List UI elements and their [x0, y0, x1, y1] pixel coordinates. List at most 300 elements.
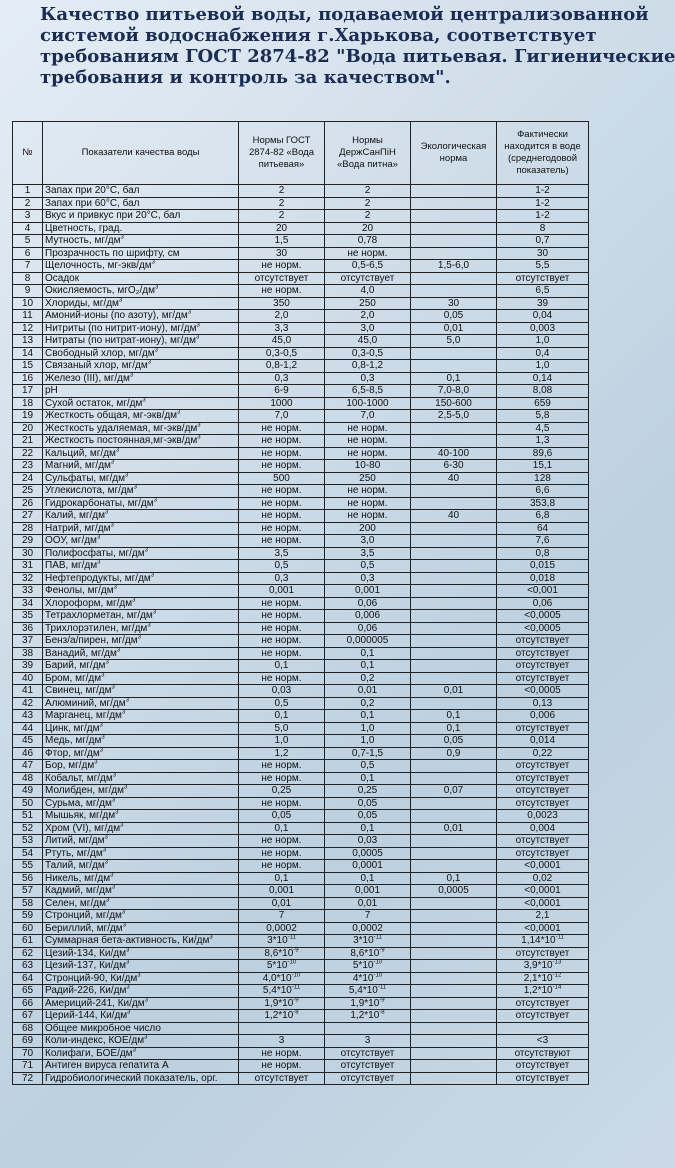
- dsanpin-norm: не норм.: [325, 510, 411, 523]
- row-number: 42: [13, 697, 43, 710]
- actual-value: отсутствуют: [497, 1047, 589, 1060]
- dsanpin-norm: 0,1: [325, 660, 411, 673]
- actual-value: 0,06: [497, 597, 589, 610]
- actual-value: 353,8: [497, 497, 589, 510]
- row-number: 66: [13, 997, 43, 1010]
- dsanpin-norm: $3*10^{-11}$: [325, 935, 411, 948]
- dsanpin-norm: не норм.: [325, 422, 411, 435]
- gost-norm: 0,03: [239, 685, 325, 698]
- eco-norm: 0,01: [411, 685, 497, 698]
- gost-norm: не норм.: [239, 260, 325, 273]
- eco-norm: 0,01: [411, 822, 497, 835]
- eco-norm: [411, 485, 497, 498]
- eco-norm: [411, 247, 497, 260]
- row-number: 18: [13, 397, 43, 410]
- dsanpin-norm: 0,01: [325, 685, 411, 698]
- actual-value: $3,9*10^{-13}$: [497, 960, 589, 973]
- table-row: [13, 560, 589, 573]
- table-row: [13, 210, 589, 223]
- indicator-name: pH: [43, 385, 239, 398]
- eco-norm: 0,05: [411, 735, 497, 748]
- dsanpin-norm: 2: [325, 210, 411, 223]
- gost-norm: не норм.: [239, 672, 325, 685]
- gost-norm: 30: [239, 247, 325, 260]
- table-row: [13, 385, 589, 398]
- gost-norm: 0,8-1,2: [239, 360, 325, 373]
- row-number: 5: [13, 235, 43, 248]
- table-row: [13, 760, 589, 773]
- eco-norm: [411, 597, 497, 610]
- eco-norm: [411, 960, 497, 973]
- table-row: [13, 372, 589, 385]
- row-number: 26: [13, 497, 43, 510]
- eco-norm: 0,9: [411, 747, 497, 760]
- eco-norm: [411, 222, 497, 235]
- eco-norm: [411, 810, 497, 823]
- indicator-name: Хлороформ, $мг/дм^3$: [43, 597, 239, 610]
- table-row: [13, 647, 589, 660]
- dsanpin-norm: 0,8-1,2: [325, 360, 411, 373]
- dsanpin-norm: 4,0: [325, 285, 411, 298]
- table-row: [13, 785, 589, 798]
- gost-norm: не норм.: [239, 610, 325, 623]
- actual-value: отсутствует: [497, 272, 589, 285]
- row-number: 13: [13, 335, 43, 348]
- indicator-name: Фтор, $мг/дм^3$: [43, 747, 239, 760]
- indicator-name: Кадмий, $мг/дм^3$: [43, 885, 239, 898]
- dsanpin-norm: 0,0002: [325, 922, 411, 935]
- title-line: системой водоснабжения г.Харькова, соответствует: [40, 25, 597, 46]
- eco-norm: [411, 347, 497, 360]
- gost-norm: не норм.: [239, 772, 325, 785]
- row-number: 30: [13, 547, 43, 560]
- eco-norm: 0,1: [411, 872, 497, 885]
- indicator-name: Америций-241, $Ки/дм^3$: [43, 997, 239, 1010]
- gost-norm: не норм.: [239, 860, 325, 873]
- row-number: 14: [13, 347, 43, 360]
- eco-norm: [411, 797, 497, 810]
- row-number: 56: [13, 872, 43, 885]
- indicator-name: Антиген вируса гепатита А: [43, 1060, 239, 1073]
- actual-value: 128: [497, 472, 589, 485]
- row-number: 43: [13, 710, 43, 723]
- gost-norm: 0,3-0,5: [239, 347, 325, 360]
- table-row: [13, 422, 589, 435]
- header-indicator: Показатели качества воды: [43, 122, 239, 185]
- gost-norm: не норм.: [239, 647, 325, 660]
- eco-norm: 30: [411, 297, 497, 310]
- indicator-name: Бор, $мг/дм^3$: [43, 760, 239, 773]
- eco-norm: 2,5-5,0: [411, 410, 497, 423]
- row-number: 71: [13, 1060, 43, 1073]
- row-number: 58: [13, 897, 43, 910]
- table-row: [13, 635, 589, 648]
- actual-value: 39: [497, 297, 589, 310]
- row-number: 61: [13, 935, 43, 948]
- row-number: 35: [13, 610, 43, 623]
- gost-norm: не норм.: [239, 522, 325, 535]
- indicator-name: Радий-226, $Ки/дм^3$: [43, 985, 239, 998]
- row-number: 62: [13, 947, 43, 960]
- actual-value: отсутствует: [497, 760, 589, 773]
- dsanpin-norm: 0,1: [325, 822, 411, 835]
- dsanpin-norm: [325, 1022, 411, 1035]
- row-number: 52: [13, 822, 43, 835]
- gost-norm: 0,1: [239, 710, 325, 723]
- table-row: [13, 897, 589, 910]
- indicator-name: Трихлорэтилен, $мг/дм^3$: [43, 622, 239, 635]
- actual-value: 6,8: [497, 510, 589, 523]
- gost-norm: не норм.: [239, 760, 325, 773]
- actual-value: 0,04: [497, 310, 589, 323]
- gost-norm: не норм.: [239, 497, 325, 510]
- gost-norm: не норм.: [239, 635, 325, 648]
- dsanpin-norm: 0,3: [325, 572, 411, 585]
- indicator-name: Цезий-137, $Ки/дм^3$: [43, 960, 239, 973]
- row-number: 34: [13, 597, 43, 610]
- gost-norm: 0,001: [239, 585, 325, 598]
- actual-value: 0,02: [497, 872, 589, 885]
- indicator-name: Суммарная бета-активность, $Ки/дм^3$: [43, 935, 239, 948]
- actual-value: 0,13: [497, 697, 589, 710]
- dsanpin-norm: 45,0: [325, 335, 411, 348]
- dsanpin-norm: 0,06: [325, 622, 411, 635]
- actual-value: $1,14*10^{-11}$: [497, 935, 589, 948]
- dsanpin-norm: 2,0: [325, 310, 411, 323]
- eco-norm: [411, 635, 497, 648]
- actual-value: <0,0005: [497, 685, 589, 698]
- actual-value: 89,6: [497, 447, 589, 460]
- dsanpin-norm: 0,78: [325, 235, 411, 248]
- row-number: 17: [13, 385, 43, 398]
- dsanpin-norm: отсутствует: [325, 1047, 411, 1060]
- eco-norm: [411, 972, 497, 985]
- actual-value: 0,018: [497, 572, 589, 585]
- dsanpin-norm: 3,0: [325, 535, 411, 548]
- eco-norm: [411, 560, 497, 573]
- dsanpin-norm: 0,000005: [325, 635, 411, 648]
- actual-value: 1-2: [497, 185, 589, 198]
- actual-value: 0,8: [497, 547, 589, 560]
- indicator-name: Коли-индекс, КОЕ/$дм^3$: [43, 1035, 239, 1048]
- row-number: 28: [13, 522, 43, 535]
- table-row: [13, 1035, 589, 1048]
- eco-norm: [411, 1047, 497, 1060]
- dsanpin-norm: 250: [325, 472, 411, 485]
- indicator-name: Связаный хлор, $мг/дм^3$: [43, 360, 239, 373]
- row-number: 59: [13, 910, 43, 923]
- dsanpin-norm: 0,1: [325, 872, 411, 885]
- dsanpin-norm: 0,3: [325, 372, 411, 385]
- dsanpin-norm: 0,2: [325, 697, 411, 710]
- table-row: [13, 835, 589, 848]
- dsanpin-norm: не норм.: [325, 447, 411, 460]
- indicator-name: ООУ, $мг/дм^3$: [43, 535, 239, 548]
- actual-value: отсутствует: [497, 847, 589, 860]
- row-number: 41: [13, 685, 43, 698]
- table-row: [13, 922, 589, 935]
- indicator-name: Углекислота, $мг/дм^3$: [43, 485, 239, 498]
- dsanpin-norm: $8,6*10^{-9}$: [325, 947, 411, 960]
- eco-norm: 0,0005: [411, 885, 497, 898]
- indicator-name: Запах при 20°С, бал: [43, 185, 239, 198]
- dsanpin-norm: отсутствует: [325, 272, 411, 285]
- gost-norm: 1,0: [239, 735, 325, 748]
- row-number: 63: [13, 960, 43, 973]
- actual-value: $2,1*10^{-12}$: [497, 972, 589, 985]
- actual-value: 8: [497, 222, 589, 235]
- row-number: 12: [13, 322, 43, 335]
- indicator-name: Талий, $мг/дм^3$: [43, 860, 239, 873]
- gost-norm: не норм.: [239, 447, 325, 460]
- actual-value: <0,0005: [497, 622, 589, 635]
- row-number: 36: [13, 622, 43, 635]
- eco-norm: [411, 1072, 497, 1085]
- actual-value: [497, 1022, 589, 1035]
- table-row: [13, 985, 589, 998]
- gost-norm: не норм.: [239, 622, 325, 635]
- table-row: [13, 272, 589, 285]
- table-row: [13, 810, 589, 823]
- table-row: [13, 822, 589, 835]
- dsanpin-norm: 3,5: [325, 547, 411, 560]
- dsanpin-norm: 0,1: [325, 710, 411, 723]
- row-number: 60: [13, 922, 43, 935]
- gost-norm: 2,0: [239, 310, 325, 323]
- row-number: 9: [13, 285, 43, 298]
- indicator-name: Свободный хлор, $мг/дм^3$: [43, 347, 239, 360]
- eco-norm: [411, 197, 497, 210]
- table-row: [13, 972, 589, 985]
- header-dsanpin-norm: Нормы ДержСанПіН «Вода питна»: [325, 122, 411, 185]
- eco-norm: [411, 985, 497, 998]
- table-row: [13, 660, 589, 673]
- indicator-name: Хром (VI), $мг/дм^3$: [43, 822, 239, 835]
- table-row: [13, 322, 589, 335]
- table-row: [13, 485, 589, 498]
- gost-norm: 0,0002: [239, 922, 325, 935]
- dsanpin-norm: 0,3-0,5: [325, 347, 411, 360]
- actual-value: отсутствует: [497, 997, 589, 1010]
- actual-value: 0,004: [497, 822, 589, 835]
- indicator-name: Бенз/а/пирен, $мг/дм^3$: [43, 635, 239, 648]
- title-line: требования и контроль за качеством".: [40, 67, 451, 88]
- row-number: 51: [13, 810, 43, 823]
- dsanpin-norm: не норм.: [325, 247, 411, 260]
- gost-norm: 0,001: [239, 885, 325, 898]
- row-number: 33: [13, 585, 43, 598]
- dsanpin-norm: 2: [325, 197, 411, 210]
- row-number: 38: [13, 647, 43, 660]
- row-number: 39: [13, 660, 43, 673]
- actual-value: 5,8: [497, 410, 589, 423]
- gost-norm: 0,5: [239, 697, 325, 710]
- row-number: 19: [13, 410, 43, 423]
- indicator-name: Нефтепродукты, $мг/дм^3$: [43, 572, 239, 585]
- indicator-name: Амоний-ионы (по азоту), $мг/дм^3$: [43, 310, 239, 323]
- actual-value: 64: [497, 522, 589, 535]
- indicator-name: Жесткость удаляемая, $мг-экв/дм^3$: [43, 422, 239, 435]
- dsanpin-norm: 0,03: [325, 835, 411, 848]
- actual-value: 0,003: [497, 322, 589, 335]
- indicator-name: Церий-144, $Ки/дм^3$: [43, 1010, 239, 1023]
- actual-value: 1,0: [497, 360, 589, 373]
- table-row: [13, 497, 589, 510]
- actual-value: <0,0001: [497, 897, 589, 910]
- dsanpin-norm: 0,05: [325, 797, 411, 810]
- dsanpin-norm: 7,0: [325, 410, 411, 423]
- indicator-name: Ванадий, $мг/дм^3$: [43, 647, 239, 660]
- eco-norm: [411, 760, 497, 773]
- eco-norm: [411, 572, 497, 585]
- table-row: [13, 185, 589, 198]
- table-header-row: [13, 122, 589, 185]
- gost-norm: 7,0: [239, 410, 325, 423]
- dsanpin-norm: 20: [325, 222, 411, 235]
- actual-value: 0,014: [497, 735, 589, 748]
- eco-norm: [411, 360, 497, 373]
- row-number: 53: [13, 835, 43, 848]
- eco-norm: 40-100: [411, 447, 497, 460]
- table-row: [13, 947, 589, 960]
- gost-norm: $1,2*10^{-8}$: [239, 1010, 325, 1023]
- gost-norm: 0,01: [239, 897, 325, 910]
- row-number: 11: [13, 310, 43, 323]
- indicator-name: Ртуть, $мг/дм^3$: [43, 847, 239, 860]
- row-number: 50: [13, 797, 43, 810]
- table-row: [13, 410, 589, 423]
- dsanpin-norm: 0,5-6,5: [325, 260, 411, 273]
- indicator-name: Гидрокарбонаты, $мг/дм^3$: [43, 497, 239, 510]
- eco-norm: [411, 910, 497, 923]
- actual-value: отсутствует: [497, 722, 589, 735]
- dsanpin-norm: 0,0005: [325, 847, 411, 860]
- actual-value: отсутствует: [497, 635, 589, 648]
- header-actual: Фактически находится в воде (среднегодовой показатель): [497, 122, 589, 185]
- table-row: [13, 222, 589, 235]
- dsanpin-norm: 0,06: [325, 597, 411, 610]
- gost-norm: 3: [239, 1035, 325, 1048]
- indicator-name: Нитриты (по нитрит-иону), $мг/дм^3$: [43, 322, 239, 335]
- dsanpin-norm: 1,0: [325, 722, 411, 735]
- actual-value: 1,3: [497, 435, 589, 448]
- table-row: [13, 460, 589, 473]
- actual-value: $1,2*10^{-14}$: [497, 985, 589, 998]
- actual-value: отсутствует: [497, 1072, 589, 1085]
- gost-norm: 1,5: [239, 235, 325, 248]
- indicator-name: Стронций, $мг/дм^3$: [43, 910, 239, 923]
- actual-value: отсутствует: [497, 835, 589, 848]
- gost-norm: 0,05: [239, 810, 325, 823]
- indicator-name: Медь, $мг/дм^3$: [43, 735, 239, 748]
- gost-norm: 0,3: [239, 572, 325, 585]
- table-row: [13, 1010, 589, 1023]
- gost-norm: 0,5: [239, 560, 325, 573]
- actual-value: 1,0: [497, 335, 589, 348]
- table-row: [13, 522, 589, 535]
- gost-norm: $3*10^{-11}$: [239, 935, 325, 948]
- row-number: 2: [13, 197, 43, 210]
- row-number: 40: [13, 672, 43, 685]
- eco-norm: 5,0: [411, 335, 497, 348]
- table-row: [13, 260, 589, 273]
- indicator-name: Прозрачность по шрифту, см: [43, 247, 239, 260]
- eco-norm: 0,1: [411, 710, 497, 723]
- header-number: №: [13, 122, 43, 185]
- table-row: [13, 710, 589, 723]
- eco-norm: [411, 585, 497, 598]
- dsanpin-norm: $5*10^{-10}$: [325, 960, 411, 973]
- dsanpin-norm: отсутствует: [325, 1072, 411, 1085]
- page-title: [40, 4, 675, 88]
- gost-norm: 0,1: [239, 660, 325, 673]
- actual-value: отсутствует: [497, 647, 589, 660]
- row-number: 55: [13, 860, 43, 873]
- eco-norm: 0,1: [411, 372, 497, 385]
- table-row: [13, 610, 589, 623]
- row-number: 7: [13, 260, 43, 273]
- gost-norm: 0,1: [239, 822, 325, 835]
- dsanpin-norm: не норм.: [325, 485, 411, 498]
- gost-norm: не норм.: [239, 485, 325, 498]
- water-quality-table: [12, 121, 589, 1085]
- eco-norm: 1,5-6,0: [411, 260, 497, 273]
- gost-norm: 3,5: [239, 547, 325, 560]
- actual-value: 6,5: [497, 285, 589, 298]
- actual-value: <0,0005: [497, 610, 589, 623]
- table-row: [13, 510, 589, 523]
- table-row: [13, 910, 589, 923]
- actual-value: 30: [497, 247, 589, 260]
- eco-norm: [411, 522, 497, 535]
- table-row: [13, 935, 589, 948]
- eco-norm: [411, 772, 497, 785]
- eco-norm: [411, 622, 497, 635]
- actual-value: <0,001: [497, 585, 589, 598]
- actual-value: <0,0001: [497, 885, 589, 898]
- row-number: 27: [13, 510, 43, 523]
- dsanpin-norm: 0,001: [325, 885, 411, 898]
- indicator-name: Сульфаты, $мг/дм^3$: [43, 472, 239, 485]
- table-row: [13, 397, 589, 410]
- gost-norm: не норм.: [239, 1047, 325, 1060]
- dsanpin-norm: 1,0: [325, 735, 411, 748]
- eco-norm: [411, 1010, 497, 1023]
- gost-norm: 0,3: [239, 372, 325, 385]
- header-gost-norm: Нормы ГОСТ 2874-82 «Вода питьевая»: [239, 122, 325, 185]
- gost-norm: $4,0*10^{-10}$: [239, 972, 325, 985]
- eco-norm: [411, 272, 497, 285]
- table-row: [13, 547, 589, 560]
- table-row: [13, 747, 589, 760]
- row-number: 48: [13, 772, 43, 785]
- eco-norm: [411, 1060, 497, 1073]
- dsanpin-norm: 0,05: [325, 810, 411, 823]
- eco-norm: [411, 185, 497, 198]
- eco-norm: [411, 847, 497, 860]
- indicator-name: Молибден, $мг/дм^3$: [43, 785, 239, 798]
- actual-value: 0,015: [497, 560, 589, 573]
- eco-norm: 40: [411, 472, 497, 485]
- table-row: [13, 347, 589, 360]
- indicator-name: Мышьяк, $мг/дм^3$: [43, 810, 239, 823]
- actual-value: 0,7: [497, 235, 589, 248]
- eco-norm: [411, 610, 497, 623]
- indicator-name: Осадок: [43, 272, 239, 285]
- dsanpin-norm: 6,5-8,5: [325, 385, 411, 398]
- actual-value: отсутствует: [497, 1010, 589, 1023]
- table-row: [13, 197, 589, 210]
